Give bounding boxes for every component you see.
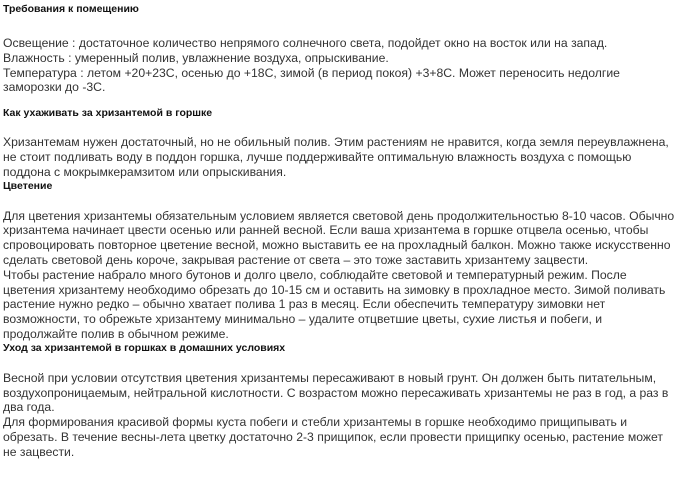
article bbox=[3, 0, 675, 460]
paragraph-lighting: Освещение : достаточное количество непрямого солнечного света, подойдет окно на восток или на запад. bbox=[3, 36, 608, 50]
paragraph-repotting: Весной при условии отсутствия цветения хризантемы пересаживают в новый грунт. Он должен быть питательным, воздухопроницаемым, нейтральной кислотности. С возрастом можно пересаживать хризантемы не раз в год, а раз в два года. bbox=[3, 370, 669, 415]
paragraph-flowering-light: Для цветения хризантемы обязательным условием является световой день продолжительностью 8-10 часов. Обычно хризантема начинает цвести осенью или ранней весной. Если ваша хризантема в горшке отцвела осенью, чтобы спровоцировать повторное цветение весной, можно выставить ее на прохладный балкон. Можно также искусственно сделать световой день короче, закрывая растение от света – это тоже заставить хризантему зацвести. bbox=[3, 208, 675, 267]
section-heading: Требования к помещению bbox=[3, 3, 139, 15]
paragraph-flowering-pruning: Чтобы растение набрало много бутонов и долго цвело, соблюдайте световой и температурный режим. После цветения хризантему необходимо обрезать до 10-15 см и оставить на зимовку в прохладное место. Зимой поливать растение нужно редко – обычно хватает полива 1 раз в месяц. Если обеспечить температуру зимовки нет возможности, то обрежьте хризантему минимально – удалите отцветшие цветы, сухие листья и побеги, и продолжайте полив в обычном режиме. bbox=[3, 267, 666, 341]
section-room-requirements bbox=[3, 0, 675, 95]
paragraph-watering: Хризантемам нужен достаточный, но не обильный полив. Этим растениям не нравится, когда земля переувлажнена, не стоит подливать воду в поддон горшка, лучше поддерживайте оптимальную влажность воздуха с помощью поддона с мокрымкерамзитом или опрыскивания. bbox=[3, 135, 669, 179]
section-heading: Как ухаживать за хризантемой в горшке bbox=[3, 107, 213, 120]
section-care-in-pot bbox=[3, 107, 675, 179]
section-home-care bbox=[3, 342, 675, 460]
section-heading: Уход за хризантемой в горшках в домашних условиях bbox=[3, 341, 286, 354]
section-flowering bbox=[3, 180, 675, 342]
paragraph-humidity: Влажность : умеренный полив, увлажнение воздуха, опрыскивание. bbox=[3, 50, 389, 65]
paragraph-pinching: Для формирования красивой формы куста побеги и стебли хризантемы в горшке необходимо прищипывать и обрезать. В течение весны-лета цветку достаточно 2-3 прищипок, если провести прищипку осенью, растение может не зацвести. bbox=[3, 415, 663, 459]
section-heading: Цветение bbox=[3, 179, 53, 192]
paragraph-temperature: Температура : летом +20+23С, осенью до +18С, зимой (в период покоя) +3+8С. Может переносить недолгие заморозки до -3С. bbox=[3, 65, 620, 95]
